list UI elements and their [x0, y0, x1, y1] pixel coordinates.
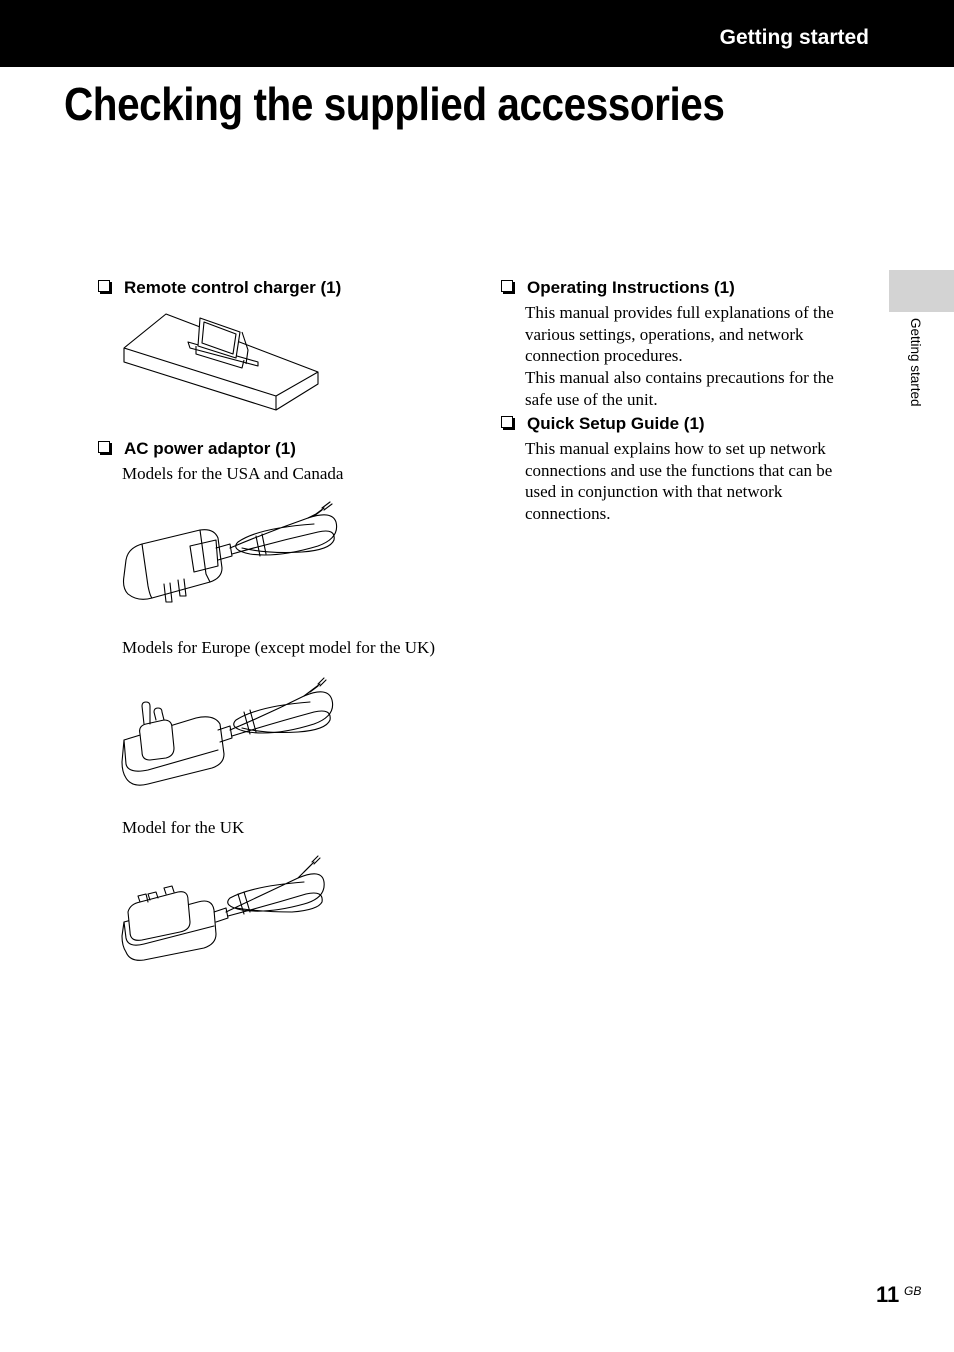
operating-instructions-body: [525, 302, 865, 411]
checkbox-icon: [98, 441, 110, 453]
side-tab-label: Getting started: [908, 318, 923, 407]
model-caption-usa: Models for the USA and Canada: [122, 464, 344, 483]
ac-adaptor-us-plug-illustration: [118, 498, 343, 610]
page-suffix: GB: [904, 1284, 922, 1298]
model-caption-europe: Models for Europe (except model for the UK): [122, 638, 435, 657]
page-number: 11: [876, 1282, 900, 1307]
remote-charger-heading: [98, 277, 341, 299]
header-bar: [0, 0, 954, 67]
ac-adaptor-heading-text: AC power adaptor (1): [124, 439, 296, 458]
page-title: Checking the supplied accessories: [64, 78, 725, 130]
quick-setup-heading-text: Quick Setup Guide (1): [527, 414, 705, 433]
side-tab: [889, 270, 954, 312]
quick-setup-heading: [501, 413, 705, 435]
ac-adaptor-eu-plug-illustration: [118, 672, 338, 788]
section-title: Getting started: [719, 26, 869, 49]
operating-instructions-heading-text: Operating Instructions (1): [527, 278, 735, 297]
checkbox-icon: [501, 280, 513, 292]
paragraph: This manual provides full explanations of the various settings, operations, and network connection procedures.: [525, 303, 834, 366]
remote-charger-illustration: [118, 310, 323, 415]
quick-setup-body: [525, 438, 865, 525]
paragraph: This manual also contains precautions for the safe use of the unit.: [525, 368, 834, 409]
ac-adaptor-heading: [98, 438, 296, 460]
remote-charger-heading-text: Remote control charger (1): [124, 278, 342, 297]
model-caption-uk: Model for the UK: [122, 818, 245, 837]
operating-instructions-heading: [501, 277, 735, 299]
ac-adaptor-uk-plug-illustration: [118, 852, 328, 962]
checkbox-icon: [98, 280, 110, 292]
checkbox-icon: [501, 416, 513, 428]
paragraph: This manual explains how to set up network connections and use the functions that can be used in conjunction with that network connections.: [525, 439, 833, 524]
